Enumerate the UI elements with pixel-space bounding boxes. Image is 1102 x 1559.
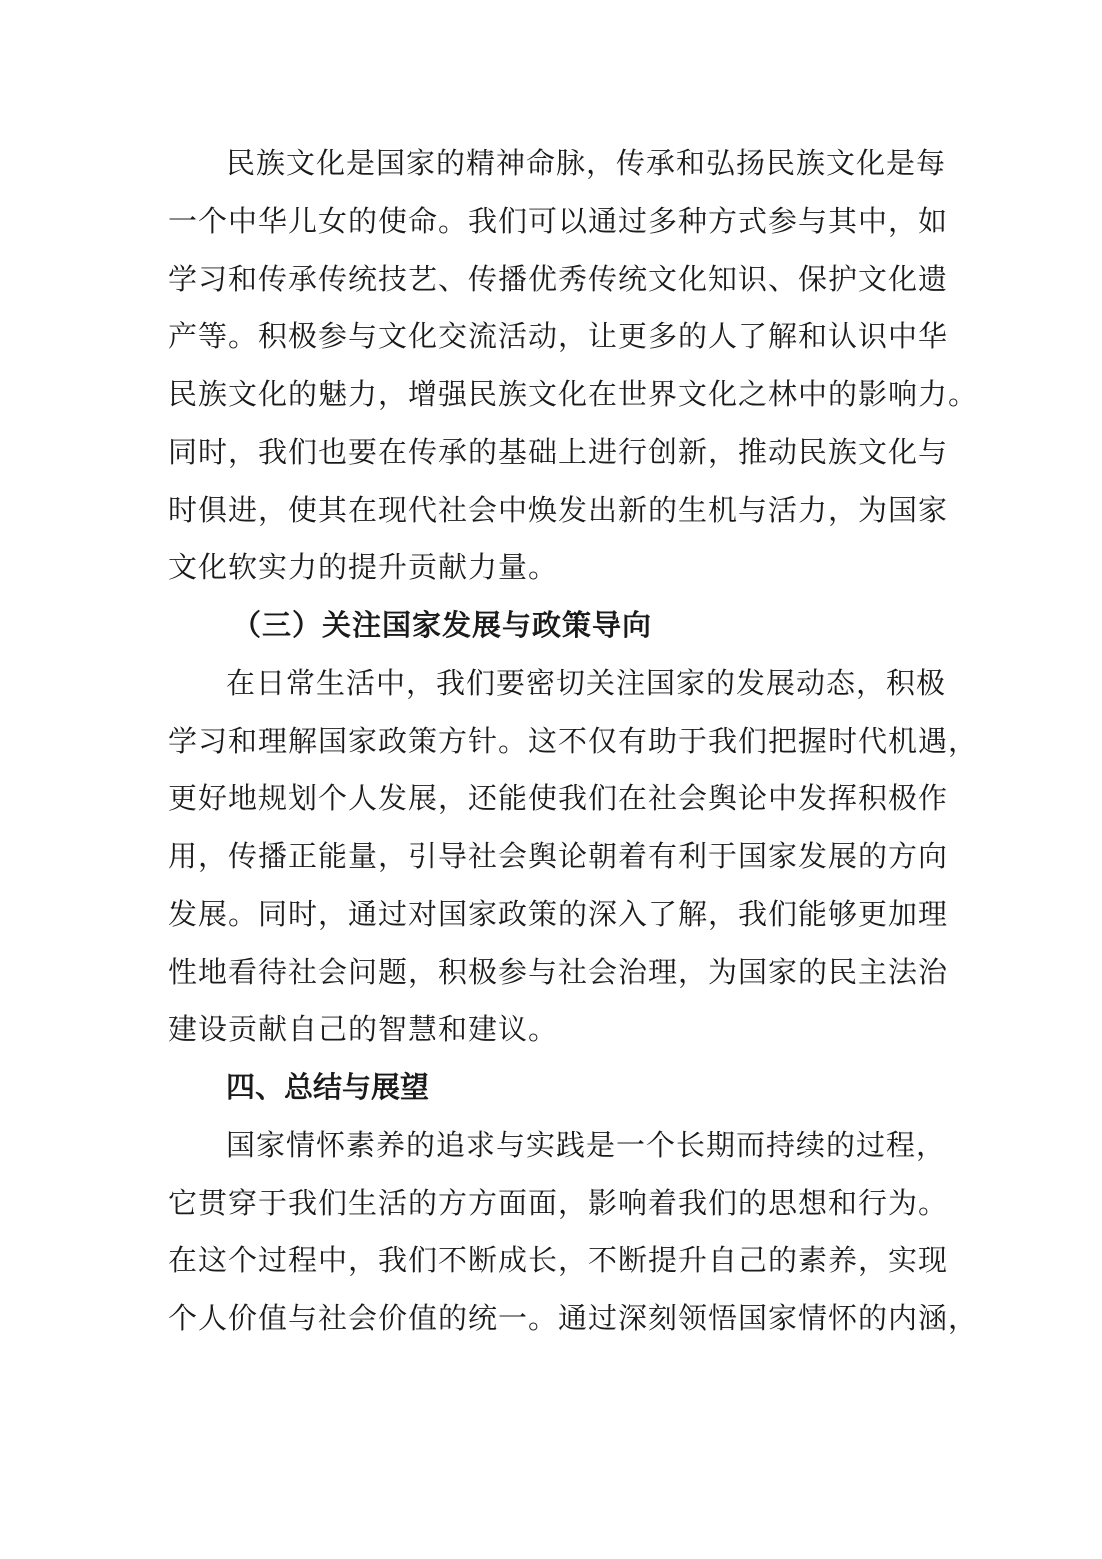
paragraph-line: 发展。同时，通过对国家政策的深入了解，我们能够更加理 [168, 897, 949, 931]
section-heading: 四、总结与展望 [226, 1070, 430, 1104]
paragraph-line: 它贯穿于我们生活的方方面面，影响着我们的思想和行为。 [168, 1186, 949, 1220]
paragraph-line: 学习和传承传统技艺、传播优秀传统文化知识、保护文化遗 [168, 262, 949, 296]
paragraph-line: 更好地规划个人发展，还能使我们在社会舆论中发挥积极作 [168, 781, 949, 815]
paragraph-line: 在这个过程中，我们不断成长，不断提升自己的素养，实现 [168, 1243, 949, 1277]
paragraph-line: 时俱进，使其在现代社会中焕发出新的生机与活力，为国家 [168, 493, 949, 527]
paragraph-line: 同时，我们也要在传承的基础上进行创新，推动民族文化与 [168, 435, 949, 469]
paragraph-line: 民族文化是国家的精神命脉，传承和弘扬民族文化是每 [226, 146, 947, 180]
section-subheading: （三）关注国家发展与政策导向 [232, 608, 653, 642]
paragraph-line: 一个中华儿女的使命。我们可以通过多种方式参与其中，如 [168, 204, 949, 238]
paragraph-line: 性地看待社会问题，积极参与社会治理，为国家的民主法治 [168, 955, 949, 989]
paragraph-line: 国家情怀素养的追求与实践是一个长期而持续的过程， [226, 1128, 947, 1162]
paragraph-line: 用，传播正能量，引导社会舆论朝着有利于国家发展的方向 [168, 839, 949, 873]
paragraph-line: 产等。积极参与文化交流活动，让更多的人了解和认识中华 [168, 319, 949, 353]
paragraph-line: 个人价值与社会价值的统一。通过深刻领悟国家情怀的内涵， [168, 1301, 979, 1335]
paragraph-line: 建设贡献自己的智慧和建议。 [168, 1012, 559, 1046]
paragraph-line: 在日常生活中，我们要密切关注国家的发展动态，积极 [226, 666, 947, 700]
paragraph-line: 民族文化的魅力，增强民族文化在世界文化之林中的影响力。 [168, 377, 979, 411]
paragraph-line: 文化软实力的提升贡献力量。 [168, 550, 559, 584]
paragraph-line: 学习和理解国家政策方针。这不仅有助于我们把握时代机遇， [168, 724, 979, 758]
